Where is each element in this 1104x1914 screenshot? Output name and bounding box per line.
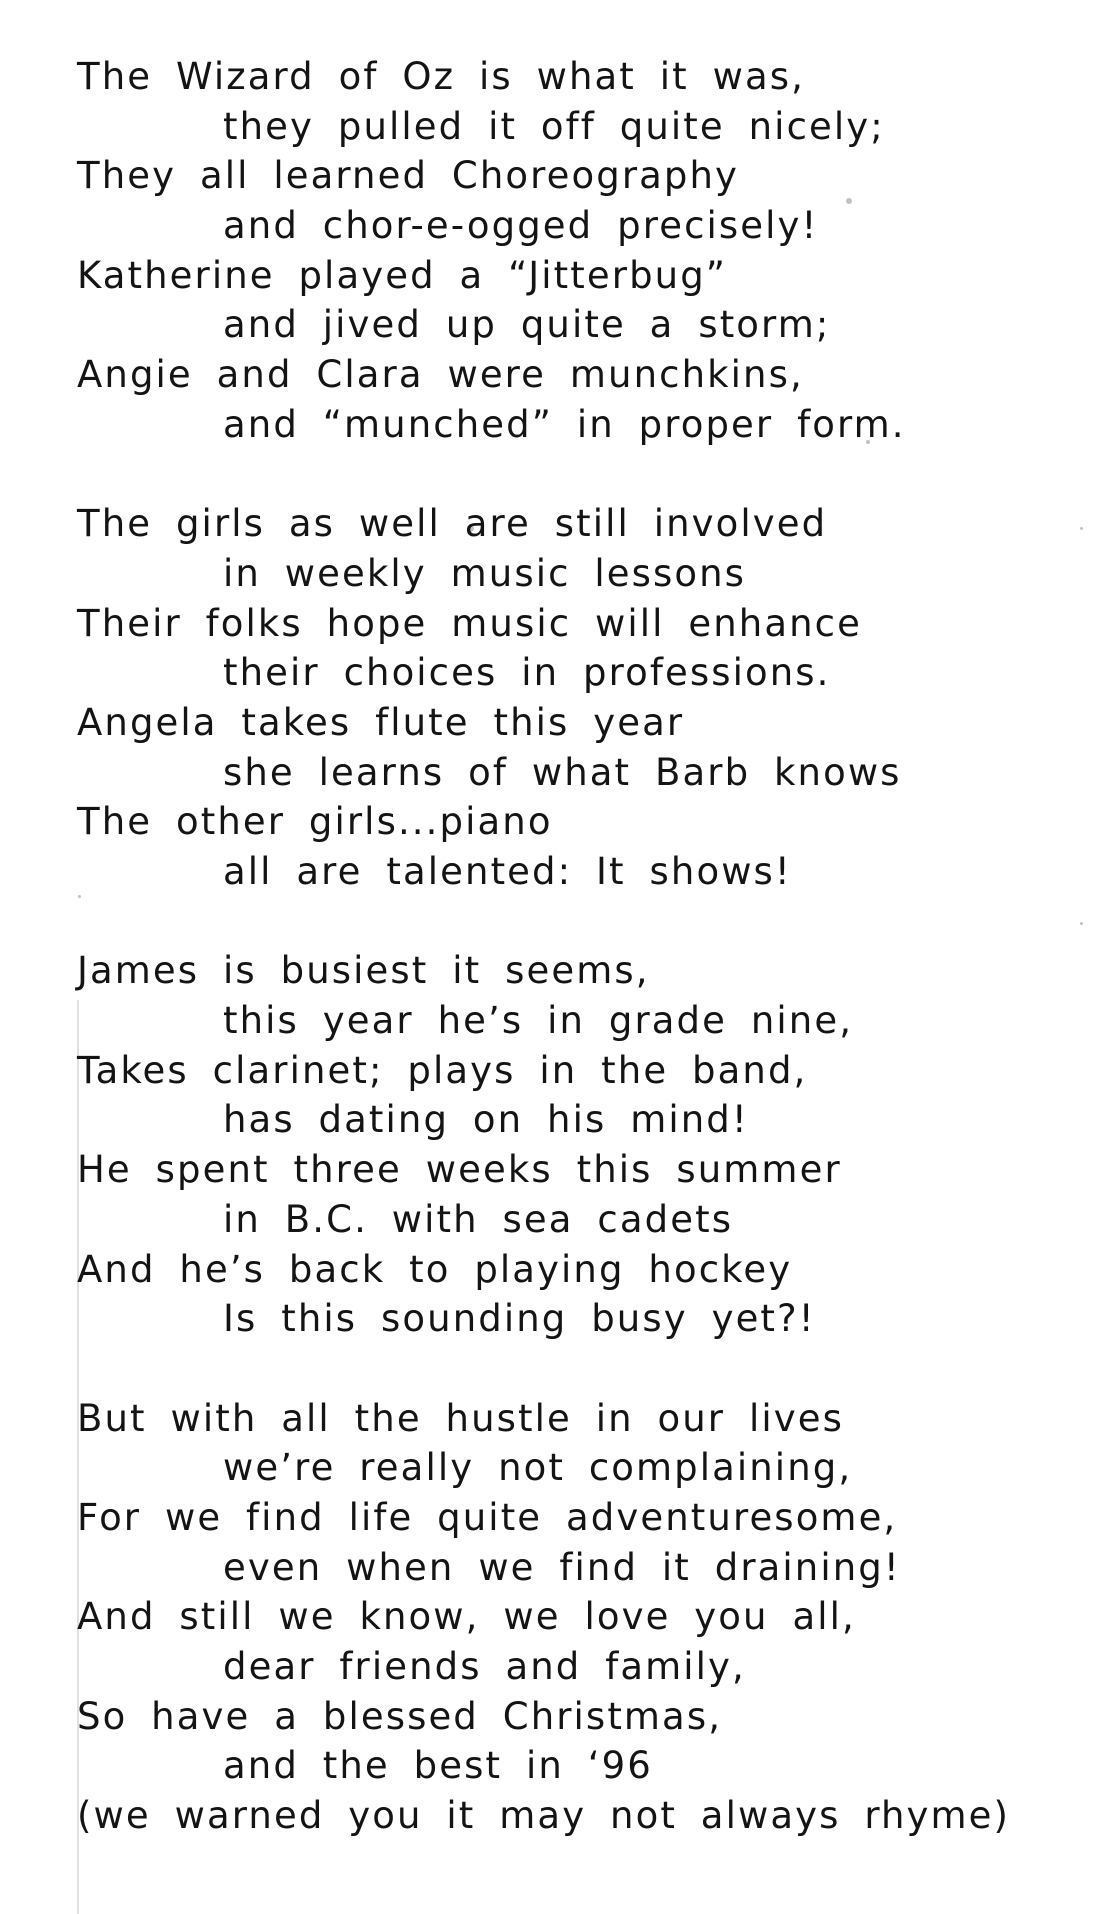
poem-line: For we find life quite adventuresome, [77,1495,898,1539]
poem-line: and chor-e-ogged precisely! [223,204,819,248]
poem-line: all are talented: It shows! [223,850,792,893]
poem-line: And still we know, we love you all, [77,1595,856,1639]
poem-line: (we warned you it may not always rhyme) [77,1794,1011,1838]
poem-stanza-1 [77,52,1087,450]
poem-line: even when we find it draining! [223,1545,901,1589]
poem-line: Katherine played a “Jitterbug” [77,253,728,297]
poem-line: Their folks hope music will enhance [77,601,862,645]
poem-line: Is this sounding busy yet?! [223,1297,816,1341]
poem-line: The girls as well are still involved [77,502,828,546]
poem-line: The Wizard of Oz is what it was, [77,55,805,98]
poem-line: Takes clarinet; plays in the band, [77,1048,808,1092]
christmas-poem [77,52,1087,1890]
poem-line: in weekly music lessons [223,551,747,595]
poem-line: and the best in ‘96 [223,1744,653,1788]
poem-line: they pulled it off quite nicely; [223,104,885,148]
poem-line: James is busiest it seems, [77,949,650,993]
poem-line: and “munched” in proper form. [223,402,906,446]
poem-line: The other girls...piano [77,800,553,844]
poem-line: in B.C. with sea cadets [223,1197,734,1241]
poem-stanza-3 [77,946,1087,1344]
poem-line: this year he’s in grade nine, [223,999,854,1043]
poem-stanza-4 [77,1394,1087,1841]
poem-line: has dating on his mind! [223,1098,749,1142]
poem-line: And he’s back to playing hockey [77,1247,793,1291]
poem-line: we’re really not complaining, [223,1446,853,1490]
poem-line: But with all the hustle in our lives [77,1396,844,1440]
poem-line: their choices in professions. [223,651,831,695]
poem-stanza-2 [77,499,1087,897]
poem-line: Angela takes flute this year [77,700,685,744]
poem-line: He spent three weeks this summer [77,1148,842,1192]
poem-line: So have a blessed Christmas, [77,1694,723,1738]
poem-line: dear friends and family, [223,1645,746,1688]
poem-line: she learns of what Barb knows [223,750,902,794]
poem-line: Angie and Clara were munchkins, [77,353,804,397]
poem-line: They all learned Choreography [77,154,740,198]
poem-line: and jived up quite a storm; [223,303,831,347]
